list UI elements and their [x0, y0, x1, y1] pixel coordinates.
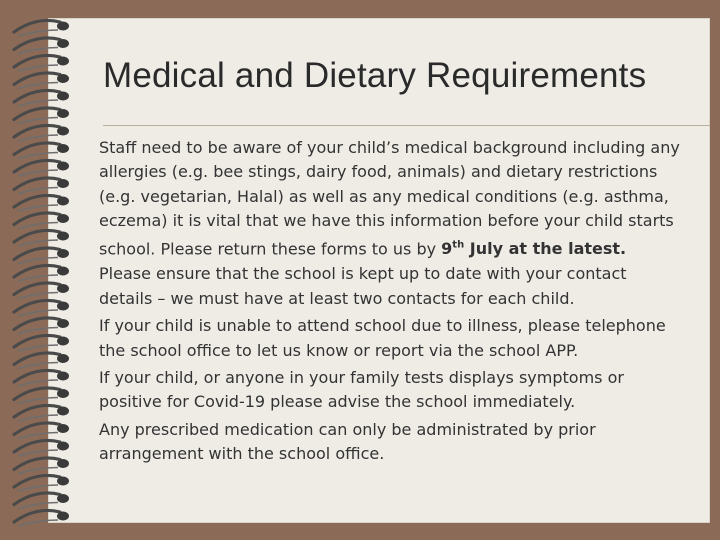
paragraph-illness: If your child is unable to attend school due to illness, please telephone the school office to let us know or report via the school APP. — [99, 316, 666, 360]
spiral-coil — [14, 195, 69, 211]
title-divider — [103, 125, 710, 126]
spiral-coil — [14, 370, 69, 386]
spiral-coil — [14, 160, 69, 176]
deadline-suffix: th — [452, 239, 465, 251]
spiral-coil — [14, 143, 69, 159]
spiral-coil — [14, 265, 69, 281]
spiral-binding — [0, 0, 90, 540]
spiral-coil — [14, 108, 69, 124]
spiral-coil — [14, 405, 69, 421]
spiral-coil — [14, 55, 69, 71]
deadline-day: 9 — [441, 238, 453, 258]
slide-body — [99, 136, 684, 470]
spiral-coil — [14, 423, 69, 439]
spiral-coil — [14, 90, 69, 106]
spiral-coil — [14, 213, 69, 229]
spiral-coil — [14, 510, 69, 526]
spiral-coil — [14, 20, 69, 36]
spiral-coil — [14, 475, 69, 491]
spiral-coil — [14, 318, 69, 334]
spiral-coil — [14, 125, 69, 141]
spiral-coil — [14, 388, 69, 404]
spiral-coil — [14, 353, 69, 369]
paragraph-medication: Any prescribed medication can only be administrated by prior arrangement with the school office. — [99, 419, 596, 464]
paragraph-allergies-text: Staff need to be aware of your child’s medical background including any allergies (e.g. bee stings, dairy food, animals) and dietary restrictions (e.g. vegetarian, Halal) as well as any medical conditions (e.g. asthma, eczema) it is vital that we have this information before your child starts school. Please return these forms to us by — [99, 138, 680, 258]
deadline-tail: July at the latest. — [464, 238, 627, 258]
spiral-coil — [14, 458, 69, 474]
paragraph-allergies — [99, 136, 684, 261]
spiral-coil — [14, 335, 69, 351]
slide-page — [48, 18, 710, 523]
spiral-coil — [14, 73, 69, 89]
spiral-coil — [14, 248, 69, 264]
paragraph-contacts: Please ensure that the school is kept up to date with your contact details – we must have at least two contacts for each child. — [99, 264, 627, 308]
spiral-coil — [14, 493, 69, 509]
spiral-coil — [14, 230, 69, 246]
spiral-coil — [14, 300, 69, 316]
paragraph-covid: If your child, or anyone in your family tests displays symptoms or positive for Covid-19 please advise the school immediately. — [99, 367, 624, 412]
page-title: Medical and Dietary Requirements — [103, 56, 647, 95]
spiral-coil — [14, 283, 69, 299]
spiral-coil — [14, 178, 69, 194]
spiral-coil — [14, 440, 69, 456]
spiral-coil — [14, 38, 69, 54]
deadline-date — [441, 239, 626, 258]
